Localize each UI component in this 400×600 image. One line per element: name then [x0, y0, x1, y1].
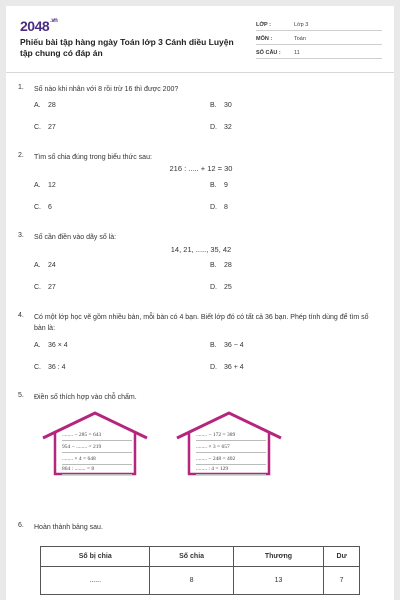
table-cell: 13: [233, 567, 323, 595]
meta-subject: MÔN : Toán: [256, 34, 382, 45]
q2-option-a[interactable]: A. 12: [34, 182, 56, 189]
question-text: Số nào khi nhân với 8 rồi trừ 16 thì được 200?: [34, 86, 179, 93]
header-divider: [6, 72, 394, 73]
table-cell[interactable]: ......: [41, 567, 150, 595]
house-right-line-1[interactable]: ........ − 172 = 389: [196, 432, 266, 441]
q3-option-c[interactable]: C. 27: [34, 284, 56, 291]
table-header-divisor: Số chia: [150, 547, 233, 567]
meta-grade: LỚP : Lớp 3: [256, 20, 382, 31]
q4-option-b[interactable]: B. 36 − 4: [210, 342, 244, 349]
table-header-dividend: Số bị chia: [41, 547, 150, 567]
house-left: [40, 410, 150, 476]
table-cell: 7: [324, 567, 360, 595]
page-title: Phiếu bài tập hàng ngày Toán lớp 3 Cánh diều Luyện tập chung có đáp án: [20, 37, 234, 58]
question-text: Số cần điền vào dãy số là:: [34, 234, 117, 241]
q1-option-b[interactable]: B. 30: [210, 102, 232, 109]
q2-option-c[interactable]: C. 6: [34, 204, 52, 211]
house-right-line-3[interactable]: ........ − 248 = 402: [196, 456, 266, 465]
q4-option-d[interactable]: D. 36 + 4: [210, 364, 244, 371]
question-text: Hoàn thành bảng sau.: [34, 524, 103, 531]
question-text: Điền số thích hợp vào chỗ chấm.: [34, 394, 137, 401]
meta-count: SỐ CÂU : 11: [256, 48, 382, 59]
house-right-line-4[interactable]: ........ : 4 = 129: [196, 466, 266, 475]
q2-expression: 216 : ..... + 12 = 30: [169, 164, 233, 173]
house-left-line-2[interactable]: 954 − ........ = 219: [62, 444, 132, 453]
table-header-quotient: Thương: [233, 547, 323, 567]
q3-option-d[interactable]: D. 25: [210, 284, 232, 291]
q3-option-a[interactable]: A. 24: [34, 262, 56, 269]
house-left-line-4[interactable]: 864 : ........ = 8: [62, 466, 132, 475]
table-row: [41, 567, 360, 595]
q2-option-b[interactable]: B. 9: [210, 182, 228, 189]
q4-option-c[interactable]: C. 36 : 4: [34, 364, 66, 371]
table-header-remainder: Dư: [324, 547, 360, 567]
worksheet-header: [20, 18, 382, 70]
table-header-row: [41, 547, 360, 567]
q1-option-c[interactable]: C. 27: [34, 124, 56, 131]
site-logo[interactable]: $2048^{.vn}$: [20, 18, 58, 34]
question-text: Có một lớp học vẽ gồm nhiều bàn, mỗi bàn có 4 bạn. Biết lớp đó có tất cả 36 bạn. Phép tính dùng để tìm số bàn là:: [34, 314, 369, 332]
house-left-line-1[interactable]: ........ − 285 = 643: [62, 432, 132, 441]
worksheet-meta: [256, 20, 382, 62]
house-left-line-3[interactable]: ........ × 4 = 648: [62, 456, 132, 465]
question-text: Tìm số chia đúng trong biểu thức sau:: [34, 154, 152, 161]
q3-option-b[interactable]: B. 28: [210, 262, 232, 269]
q2-option-d[interactable]: D. 8: [210, 204, 228, 211]
division-table: [40, 546, 360, 595]
house-right-line-2[interactable]: ........ × 3 = 657: [196, 444, 266, 453]
q1-option-d[interactable]: D. 32: [210, 124, 232, 131]
house-right: [174, 410, 284, 476]
worksheet-page: $2048^{.vn}$ Phiếu bài tập hàng ngày Toán lớp 3 Cánh diều Luyện tập chung có đáp án LỚP : Lớp 3 MÔN : Toán SỐ CÂU : 11 1. Số nào khi nhân với 8 rồi trừ 16 thì được 200? A. 28 B. 30 C. 27 D. 32 2. Tìm số chia đúng trong biểu thức sau: 216 : ..... + 12 = 30 A. 12 B. 9 C. 6 D. 8 3. Số cần điền vào dãy số là: 14, 21, ....., 35, 42 A. 24 B. 28 C. 27 D. 25 4. Có một lớp học vẽ gồm nhiều bàn, mỗi bàn có 4 bạn. Biết lớp đó có tất cả 36 bạn. Phép tính dùng để tìm số bàn là: A. 36 × 4 B. 36 − 4 C. 36 : 4 D. 36 + 4 5. Điền số thích hợp vào chỗ chấm. ........ − 285 = 643 954 − ........ = 219 ........ × 4 = 648 864 : ........ = 8 ........ − 172 = 389 ........ × 3 = 657 ........ − 248 = 402 ........ : 4 = 129 6. Hoàn thành bảng sau. Số bị chia Số chia Thương Dư ...... 8 13 7: [6, 6, 394, 600]
q4-option-a[interactable]: A. 36 × 4: [34, 342, 68, 349]
q1-option-a[interactable]: A. 28: [34, 102, 56, 109]
q3-sequence: 14, 21, ....., 35, 42: [170, 245, 232, 254]
table-cell: 8: [150, 567, 233, 595]
